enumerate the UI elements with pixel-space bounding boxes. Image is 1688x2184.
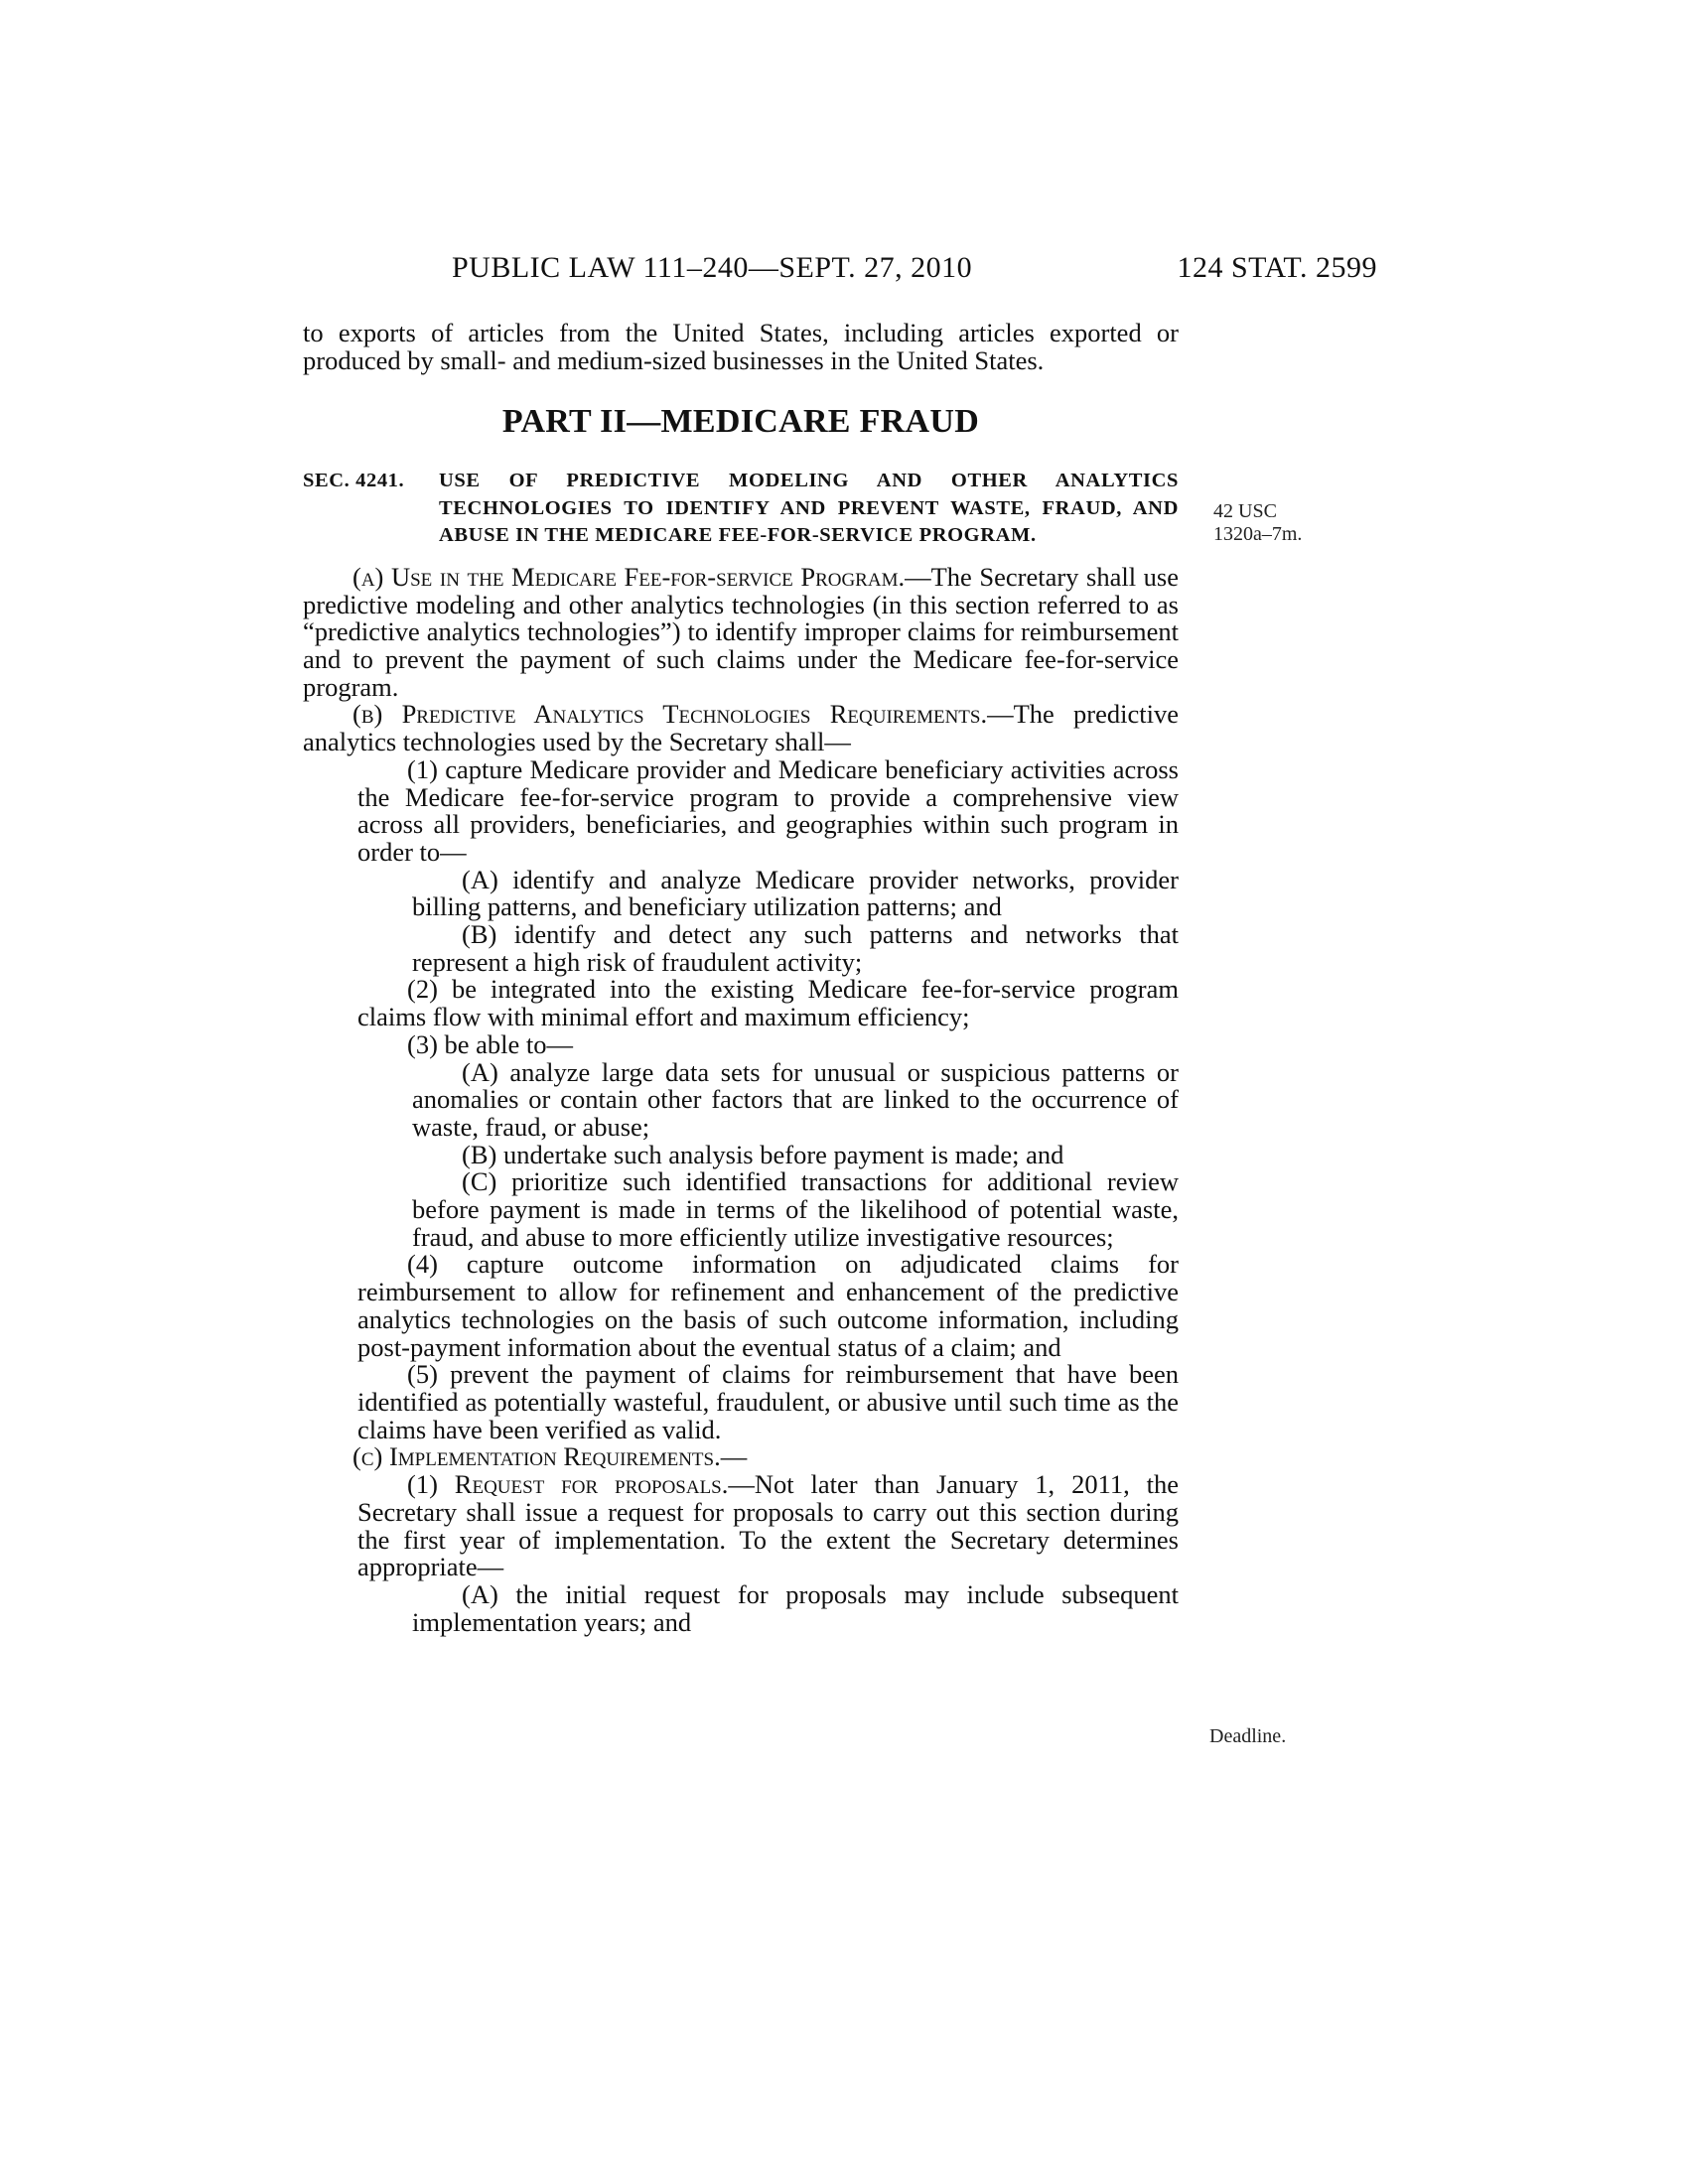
margin-note-usc [1213,500,1313,546]
subsection-a-heading: (a) Use in the Medicare Fee-for-service Program. [352,561,906,592]
subsection-c-heading: (c) Implementation Requirements. [352,1441,721,1472]
subsection-a [303,561,1179,702]
intro-paragraph: to exports of articles from the United States, including articles exported or produced by small- and medium-sized businesses in the United States. [303,318,1179,375]
subparagraph-b3C: (C) prioritize such identified transactions for additional review before payment is made in terms of the likelihood of potential waste, fraud, and abuse to more efficiently utilize investigative resources; [412,1166,1179,1252]
paragraph-b5: (5) prevent the payment of claims for reimbursement that have been identified as potentially wasteful, fraudulent, or abusive until such time as the claims have been verified as valid. [357,1359,1179,1444]
paragraph-c1-heading: (1) Request for proposals. [407,1469,729,1500]
subsection-a-text: —The Secretary shall use predictive modeling and other analytics technologies (in this section referred to as “predictive analytics technologies”) to identify improper claims for reimbursement and to prevent the payment of such claims under the Medicare fee-for-service program. [303,561,1179,702]
subsection-c-dash: — [720,1441,748,1472]
subsection-b-text: —The predictive analytics technologies used by the Secretary shall— [303,699,1179,757]
usc-citation: 42 USC 1320a–7m. [1213,500,1303,545]
paragraph-b3: (3) be able to— [407,1028,574,1059]
subparagraph-c1A: (A) the initial request for proposals may include subsequent implementation years; and [412,1578,1179,1637]
subsection-c [303,1443,1179,1471]
section-number: SEC. 4241. [303,470,405,492]
subparagraph-b3B: (B) undertake such analysis before payment is made; and [462,1139,1064,1169]
margin-note-deadline: Deadline. [1209,1725,1287,1747]
paragraph-b1: (1) capture Medicare provider and Medicare beneficiary activities across the Medicare fee-for-service program to provide a comprehensive view across all providers, beneficiaries, and geographies within such program in order to— [357,753,1179,867]
subparagraph-b1A: (A) identify and analyze Medicare provider networks, provider billing patterns, and beneficiary utilization patterns; and [412,864,1179,922]
paragraph-b2: (2) be integrated into the existing Medicare fee-for-service program claims flow with minimal effort and maximum efficiency; [357,974,1179,1032]
public-law-title: PUBLIC LAW 111–240—SEPT. 27, 2010 [452,251,973,284]
document-body [303,320,1179,1636]
paragraph-c1 [303,1471,1179,1581]
subsection-b [303,701,1179,755]
subparagraph-b1B: (B) identify and detect any such patterns and networks that represent a high risk of fraudulent activity; [412,919,1179,977]
section-heading [303,468,1179,550]
subparagraph-b3A: (A) analyze large data sets for unusual or suspicious patterns or anomalies or contain other factors that are linked to the occurrence of waste, fraud, or abuse; [412,1056,1179,1142]
paragraph-b4: (4) capture outcome information on adjudicated claims for reimbursement to allow for refinement and enhancement of the predictive analytics technologies on the basis of such outcome information, including post-payment information about the eventual status of a claim; and [357,1249,1179,1362]
part-heading: PART II—MEDICARE FRAUD [501,403,980,441]
subsection-b-heading: (b) Predictive Analytics Technologies Requirements. [352,699,988,730]
statute-page-number: 124 STAT. 2599 [1177,251,1377,284]
section-title: USE OF PREDICTIVE MODELING AND OTHER ANALYTICS TECHNOLOGIES TO IDENTIFY AND PREVENT WASTE, FRAUD, AND ABUSE IN THE MEDICARE FEE-FOR-SERVICE PROGRAM. [439,470,1179,547]
paragraph-c1-text: —Not later than January 1, 2011, the Secretary shall issue a request for proposals to carry out this section during the first year of implementation. To the extent the Secretary determines appropriate— [357,1469,1179,1582]
